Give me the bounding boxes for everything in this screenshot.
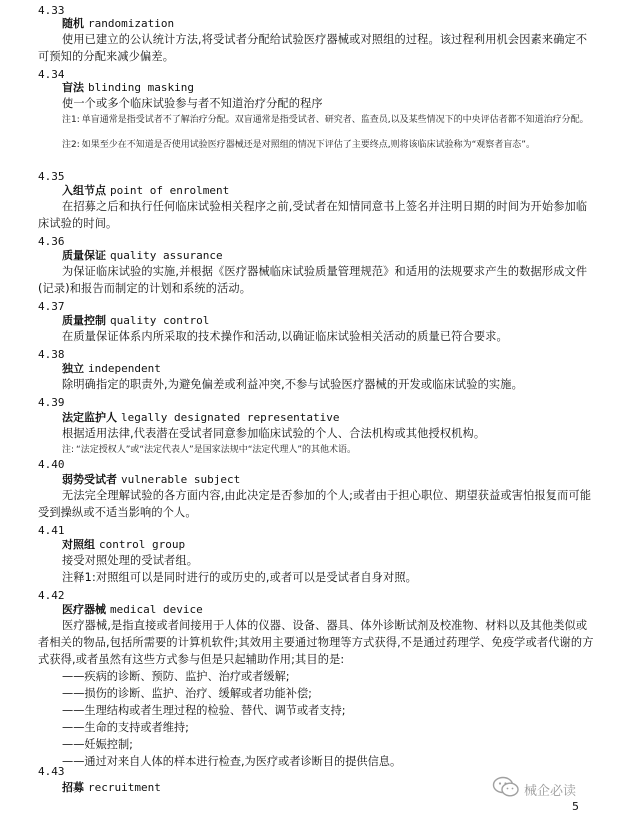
clause-number: 4.38 [38,348,65,361]
term-heading [62,603,203,617]
term-zh: 入组节点 [62,184,106,197]
clause-number: 4.36 [38,235,65,248]
definition-note: 注释1:对照组可以是同时进行的或历史的,或者可以是受试者自身对照。 [62,571,418,584]
term-en: recruitment [88,781,161,794]
term-heading [62,17,174,31]
clause-number: 4.37 [38,300,65,313]
clause-number: 4.43 [38,765,65,778]
definition: 无法完全理解试验的各方面内容,由此决定是否参加的个人;或者由于担心职位、期望获益或害怕报复而可能受到操纵或不适当影响的个人。 [38,489,592,519]
definition: 除明确指定的职责外,为避免偏差或利益冲突,不参与试验医疗器械的开发或临床试验的实施。 [62,378,523,391]
term-heading [62,362,161,376]
list-item: ——疾病的诊断、预防、监护、治疗或者缓解; [62,670,290,683]
list-item: ——生命的支持或者维持; [62,721,189,734]
note-label: 注1: [62,115,80,125]
clause-number: 4.33 [38,4,65,17]
definition: 在质量保证体系内所采取的技术操作和活动,以确证临床试验相关活动的质量已符合要求。 [62,330,508,343]
note-label: 注2: [62,140,80,150]
clause-number: 4.41 [38,524,65,537]
note-text: 如果至少在不知道是否使用试验医疗器械还是对照组的情况下评估了主要终点,则将该临床试验称为“观察者盲态”。 [81,140,535,150]
term-en: randomization [88,17,175,30]
definition: 接受对照处理的受试者组。 [62,554,199,567]
term-zh: 法定监护人 [62,411,117,424]
list-item: ——妊娠控制; [62,738,133,751]
term-heading [62,411,340,425]
term-en: quality control [110,314,210,327]
note [62,444,592,457]
wechat-icon [492,776,520,802]
list-item: ——通过对来自人体的样本进行检查,为医疗或者诊断目的提供信息。 [62,755,402,768]
term-zh: 招募 [62,781,84,794]
definition: 使用已建立的公认统计方法,将受试者分配给试验医疗器械或对照组的过程。该过程利用机会因素来确定不可预知的分配来减少偏差。 [38,33,588,63]
watermark-text: 械企必读 [524,783,577,799]
term-zh: 对照组 [62,538,95,551]
term-zh: 独立 [62,362,84,375]
clause-number: 4.35 [38,170,65,183]
term-zh: 盲法 [62,81,84,94]
term-heading [62,314,209,328]
clause-number: 4.34 [38,68,65,81]
list-item: ——损伤的诊断、监护、治疗、缓解或者功能补偿; [62,687,312,700]
note [62,114,614,127]
term-zh: 质量保证 [62,249,106,262]
definition: 使一个或多个临床试验参与者不知道治疗分配的程序 [62,97,323,110]
clause-number: 4.40 [38,458,65,471]
term-en: medical device [110,603,203,616]
list-item: ——生理结构或者生理过程的检验、替代、调节或者支持; [62,704,346,717]
term-heading [62,538,185,552]
term-en: point of enrolment [110,184,230,197]
term-heading [62,184,229,198]
term-heading [62,781,161,795]
term-en: blinding masking [88,81,194,94]
term-heading [62,249,223,263]
term-zh: 随机 [62,17,84,30]
note [62,139,614,152]
clause-number: 4.42 [38,589,65,602]
term-heading [62,81,194,95]
term-en: quality assurance [110,249,223,262]
term-en: independent [88,362,161,375]
term-zh: 弱势受试者 [62,473,117,486]
definition: 根据适用法律,代表潜在受试者同意参加临床试验的个人、合法机构或其他授权机构。 [62,427,486,440]
clause-number: 4.39 [38,396,65,409]
note-text: “法定授权人”或“法定代表人”是国家法规中“法定代理人”的其他术语。 [76,445,357,455]
definition: 医疗器械,是指直接或者间接用于人体的仪器、设备、器具、体外诊断试剂及校准物、材料以及其他类似或者相关的物品,包括所需要的计算机软件;其效用主要通过物理等方式获得,不是通过药理学、免疫学或者代谢的方式获得,或者虽然有这些方式参与但是只起辅助作用;其目的是: [38,619,594,666]
note-label: 注: [62,445,75,455]
watermark [492,776,576,802]
term-heading [62,473,240,487]
term-en: legally designated representative [121,411,340,424]
definition: 在招募之后和执行任何临床试验相关程序之前,受试者在知情同意书上签名并注明日期的时间为开始参加临床试验的时间。 [38,200,588,230]
definition: 为保证临床试验的实施,并根据《医疗器械临床试验质量管理规范》和适用的法规要求产生的数据形成文件(记录)和报告而制定的计划和系统的活动。 [38,265,588,295]
term-zh: 医疗器械 [62,603,106,616]
term-en: vulnerable subject [121,473,241,486]
note-text: 单盲通常是指受试者不了解治疗分配。双盲通常是指受试者、研究者、监查员,以及某些情况下的中央评估者都不知道治疗分配。 [81,115,589,125]
page-number: 5 [572,800,579,813]
term-zh: 质量控制 [62,314,106,327]
term-en: control group [99,538,186,551]
